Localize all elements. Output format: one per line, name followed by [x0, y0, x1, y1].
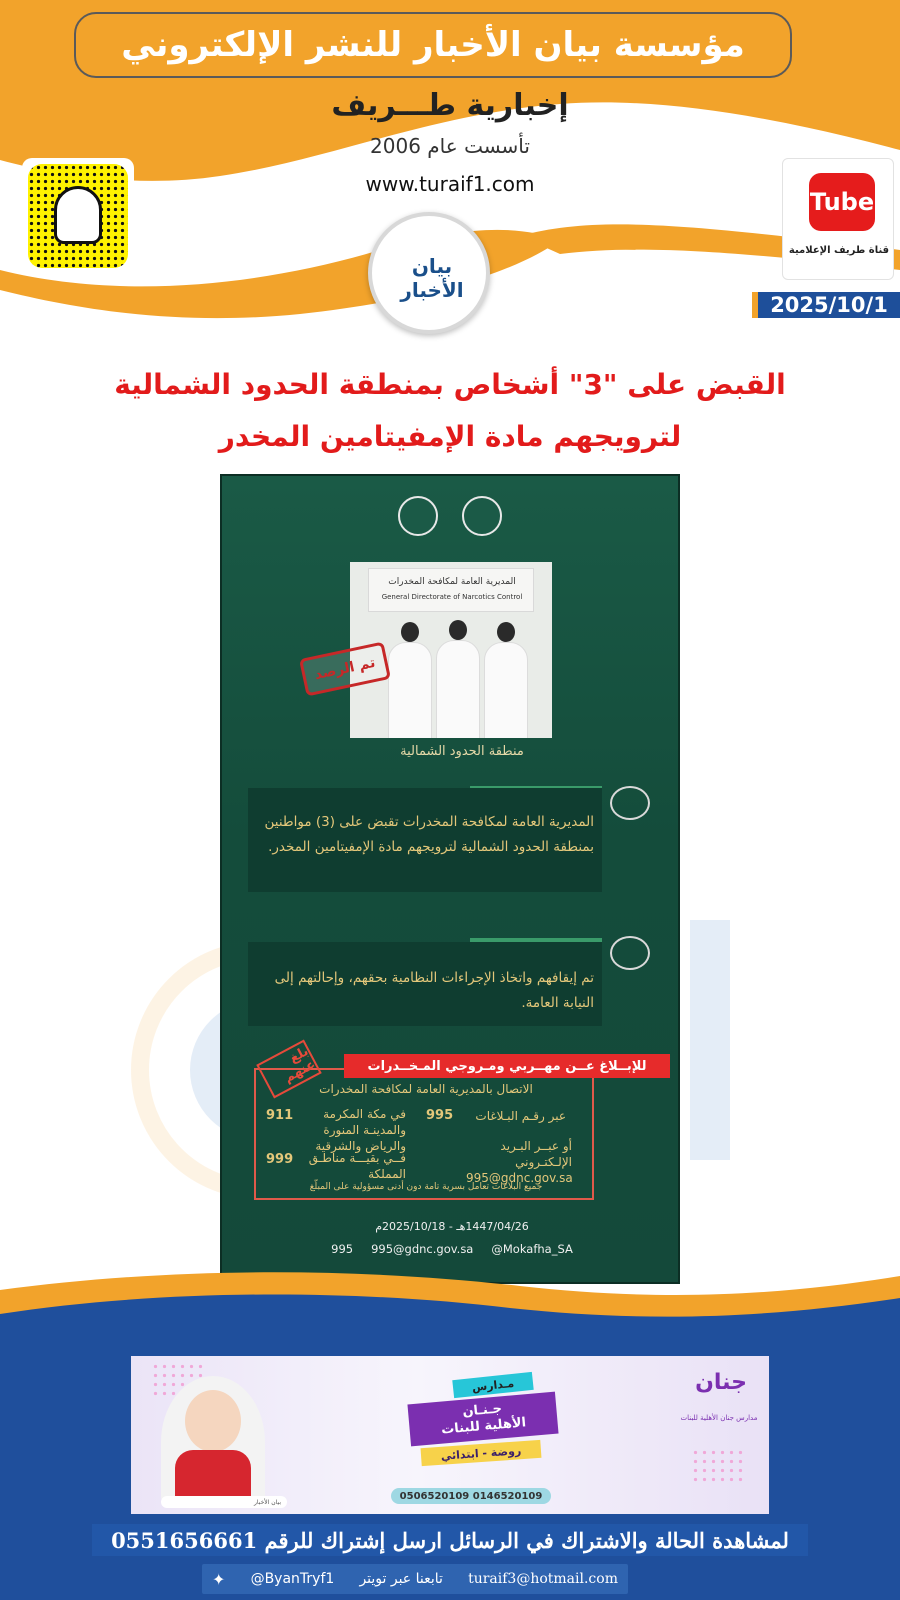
- ad-social-bar: بيان الأخبار: [161, 1496, 287, 1508]
- org-title: مؤسسة بيان الأخبار للنشر الإلكتروني: [74, 12, 792, 78]
- event-box: [248, 788, 602, 892]
- ad-logo-subtitle: مدارس جنان الأهلية للبنات: [680, 1414, 758, 1422]
- snapchat-code[interactable]: [22, 158, 134, 274]
- ad-school-line-1: جـنـان: [461, 1401, 503, 1420]
- ad-banner[interactable]: [131, 1356, 769, 1514]
- report-contact: الاتصال بالمديرية العامة لمكافحة المخدرات: [319, 1082, 533, 1096]
- saudi-emblem-icon: [462, 496, 502, 536]
- event-text: المديرية العامة لمكافحة المخدرات تقبض على (3) مواطنين بمنطقة الحدود الشمالية لترويجهم مادة الإمفيتامين المخدر.: [264, 814, 594, 855]
- headline-line-1: القبض على "3" أشخاص بمنطقة الحدود الشمالية: [114, 368, 786, 401]
- email-address[interactable]: turaif3@hotmail.com: [468, 1571, 618, 1587]
- person-head: [401, 622, 419, 642]
- report-hotline: عبر رقـم البـلاغات: [475, 1109, 566, 1123]
- snapchat-icon: [28, 164, 128, 268]
- contact-bar: [202, 1564, 628, 1594]
- action-box: [248, 942, 602, 1026]
- youtube-icon: Tube: [809, 173, 875, 231]
- contact-email[interactable]: 995@gdnc.gov.sa: [371, 1242, 474, 1256]
- site-subtitle: إخبارية طـــريف: [331, 88, 569, 123]
- person-figure: [436, 640, 480, 738]
- phone-number[interactable]: 995: [331, 1242, 354, 1256]
- person-head: [449, 620, 467, 640]
- person-figure: [484, 642, 528, 738]
- ad-phones[interactable]: 0506520109 0146520109: [391, 1488, 551, 1504]
- report-hotline-number: 995: [426, 1108, 454, 1123]
- youtube-badge[interactable]: [782, 158, 894, 280]
- report-email[interactable]: 995@gdnc.gov.sa: [466, 1171, 573, 1185]
- infographic: [220, 474, 680, 1284]
- report-title: للإبــلاغ عــن مهــربي ومـروجي المـخــدرات: [344, 1054, 670, 1078]
- process-icon: [610, 936, 650, 970]
- banner-arabic: المديرية العامة لمكافحة المخدرات: [388, 577, 516, 587]
- person-figure: [388, 642, 432, 738]
- report-regions-2: فــي بقيـــة مناطـق المملكة: [308, 1151, 406, 1181]
- headline-line-2: لترويجهم مادة الإمفيتامين المخدر: [218, 420, 682, 453]
- website-link[interactable]: www.turaif1.com: [365, 172, 535, 196]
- student-photo: [161, 1376, 265, 1508]
- student-face: [185, 1390, 241, 1452]
- ad-tag-schools: مـدارس: [452, 1372, 533, 1398]
- action-text: تم إيقافهم واتخاذ الإجراءات النظامية بحقهم، وإحالتهم إلى النيابة العامة.: [274, 970, 594, 1011]
- publish-date: 2025/10/1: [752, 292, 900, 318]
- report-number-1: 911: [266, 1108, 294, 1123]
- decor-dots: [691, 1448, 745, 1482]
- snapchat-ghost-icon: [54, 186, 102, 244]
- region-label: منطقة الحدود الشمالية: [400, 744, 524, 759]
- ad-school-line-2: الأهلية للبنات: [440, 1415, 527, 1438]
- report-email-label: أو عبــر البـريد الإلـكتـروني: [500, 1139, 572, 1169]
- youtube-caption: قناة طريف الإعلامية: [788, 245, 890, 256]
- site-logo[interactable]: [368, 212, 490, 334]
- person-head: [497, 622, 515, 642]
- founded-text: تأسست عام 2006: [370, 134, 530, 158]
- gears-icon: [610, 786, 650, 820]
- emblem-icon: [398, 496, 438, 536]
- report-note: جميع البلاغات تعامل بسرية تامة دون أدنى مسؤولية على المبلّغ: [309, 1182, 543, 1192]
- x-handle[interactable]: @Mokafha_SA: [491, 1242, 573, 1256]
- twitter-handle[interactable]: @ByanTryf1: [250, 1571, 335, 1587]
- ad-stages: روضة - ابتدائي: [421, 1440, 542, 1466]
- photo-banner: [368, 568, 534, 612]
- infographic-date: 1447/04/26هـ - 2025/10/18م: [375, 1220, 529, 1233]
- banner-english: General Directorate of Narcotics Control: [381, 593, 523, 601]
- report-frame: [254, 1068, 594, 1200]
- logo-text: بيان الأخبار: [400, 254, 464, 302]
- ad-logo: جنان: [695, 1370, 747, 1395]
- report-number-2: 999: [266, 1152, 294, 1167]
- report-regions-1: في مكة المكرمة والمدينـة المنورة والرياض والشرقية: [315, 1107, 406, 1153]
- subscribe-bar: لمشاهدة الحالة والاشتراك في الرسائل ارسل إشتراك للرقم 0551656661: [92, 1524, 808, 1556]
- report-stamp: بلغ عنهم: [256, 1040, 322, 1099]
- stamp-detected: تم الرصد: [299, 641, 391, 696]
- twitter-label: تابعنا عبر تويتر: [359, 1571, 443, 1587]
- infographic-footer: [222, 1242, 680, 1256]
- twitter-bird-icon[interactable]: ✦: [212, 1569, 226, 1589]
